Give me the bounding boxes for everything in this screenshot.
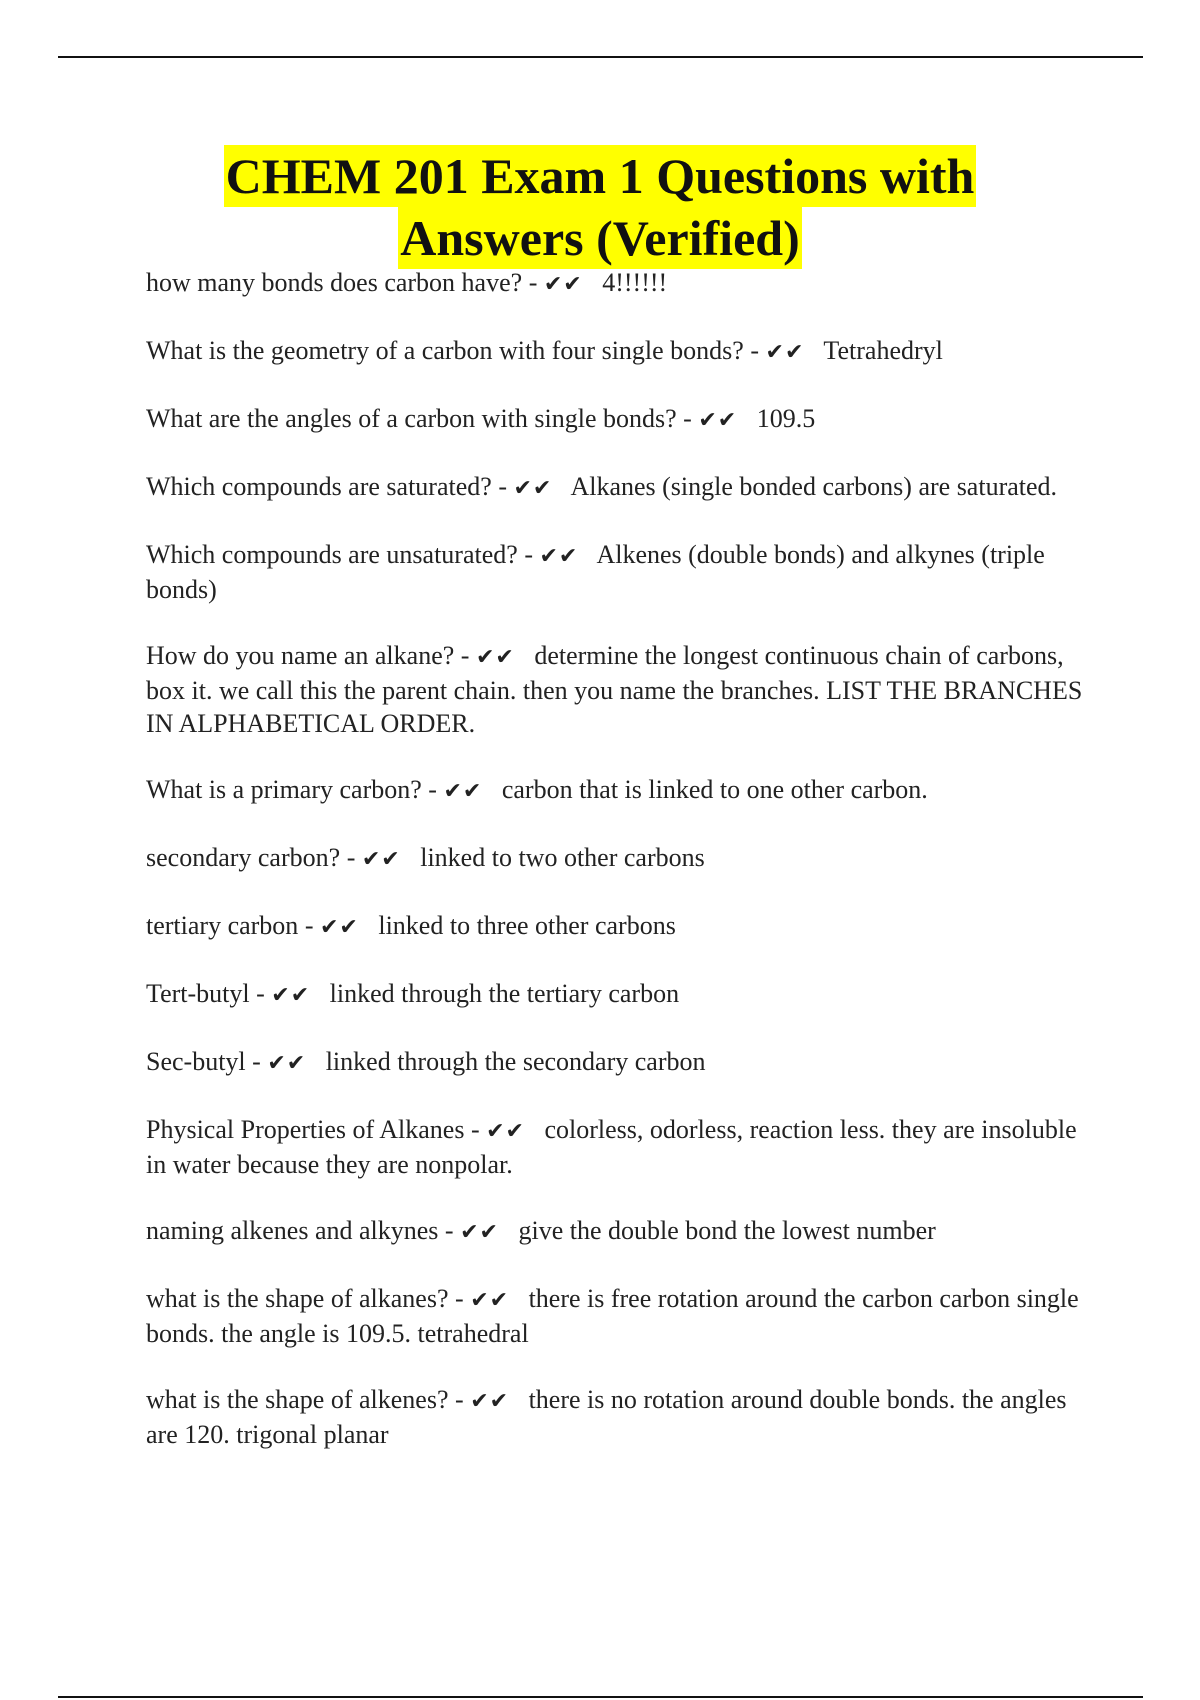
answer-text: linked to three other carbons [378, 911, 676, 940]
qa-item [146, 841, 1096, 876]
separator-dash: - [676, 404, 699, 433]
separator-dash: - [245, 1047, 268, 1076]
answer-text: 4!!!!!! [602, 268, 668, 297]
title-line-2: Answers (Verified) [398, 207, 801, 269]
double-check-icon: ✔✔ [319, 915, 359, 940]
question-text: how many bonds does carbon have? [146, 268, 523, 297]
question-text: What is the geometry of a carbon with four single bonds? [146, 336, 744, 365]
separator-dash: - [464, 1115, 487, 1144]
answer-text: give the double bond the lowest number [518, 1216, 936, 1245]
qa-item [146, 639, 1096, 740]
answer-text: linked to two other carbons [420, 843, 705, 872]
qa-item [146, 1383, 1096, 1451]
question-text: secondary carbon? [146, 843, 341, 872]
qa-item [146, 266, 1096, 301]
separator-dash: - [491, 472, 514, 501]
double-check-icon: ✔✔ [267, 1051, 307, 1076]
answer-gap [515, 641, 535, 670]
double-check-icon: ✔✔ [361, 847, 401, 872]
question-text: Which compounds are saturated? [146, 472, 492, 501]
answer-gap [578, 540, 596, 569]
answer-text: linked through the tertiary carbon [329, 979, 680, 1008]
double-check-icon: ✔✔ [470, 1288, 510, 1313]
answer-text: there is free rotation around the carbon carbon single bonds. the angle is 109.5. tetrahedral [146, 1284, 1079, 1348]
question-text: naming alkenes and alkynes [146, 1216, 439, 1245]
answer-text: 109.5 [756, 404, 816, 433]
answer-text: Tetrahedryl [823, 336, 943, 365]
qa-item [146, 1214, 1096, 1249]
answer-gap [509, 1284, 529, 1313]
answer-text: Alkenes (double bonds) and alkynes (triple bonds) [146, 540, 1045, 604]
answer-gap [552, 472, 570, 501]
double-check-icon: ✔✔ [443, 779, 483, 804]
qa-item [146, 470, 1096, 505]
separator-dash: - [249, 979, 272, 1008]
question-text: How do you name an alkane? [146, 641, 455, 670]
qa-item [146, 1113, 1096, 1181]
qa-item [146, 538, 1096, 606]
separator-dash: - [298, 911, 320, 940]
double-check-icon: ✔✔ [460, 1220, 499, 1245]
question-text: Sec-butyl [146, 1047, 246, 1076]
double-check-icon: ✔✔ [543, 272, 583, 297]
qa-item [146, 1045, 1096, 1080]
separator-dash: - [517, 540, 540, 569]
double-check-icon: ✔✔ [475, 645, 515, 670]
question-text: What is a primary carbon? [146, 775, 422, 804]
separator-dash: - [522, 268, 544, 297]
double-check-icon: ✔✔ [765, 340, 805, 365]
answer-gap [359, 911, 379, 940]
question-text: what is the shape of alkanes? [146, 1284, 449, 1313]
separator-dash: - [743, 336, 766, 365]
separator-dash: - [340, 843, 362, 872]
question-text: Physical Properties of Alkanes [146, 1115, 465, 1144]
question-text: What are the angles of a carbon with single bonds? [146, 404, 677, 433]
answer-text: linked through the secondary carbon [325, 1047, 706, 1076]
question-text: Tert-butyl [146, 979, 250, 1008]
separator-dash: - [438, 1216, 461, 1245]
page-title [0, 145, 1200, 269]
double-check-icon: ✔✔ [539, 544, 579, 569]
question-text: tertiary carbon [146, 911, 299, 940]
answer-gap [499, 1216, 519, 1245]
answer-gap [509, 1385, 529, 1414]
qa-item [146, 909, 1096, 944]
qa-item [146, 1282, 1096, 1350]
top-rule [58, 56, 1143, 58]
double-check-icon: ✔✔ [486, 1119, 525, 1144]
answer-gap [482, 775, 502, 804]
answer-gap [310, 979, 330, 1008]
qa-item [146, 977, 1096, 1012]
answer-gap [401, 843, 421, 872]
question-text: Which compounds are unsaturated? [146, 540, 518, 569]
double-check-icon: ✔✔ [513, 476, 553, 501]
qa-item [146, 334, 1096, 369]
answer-text: carbon that is linked to one other carbon. [501, 775, 928, 804]
answer-text: determine the longest continuous chain of carbons, box it. we call this the parent chain. then you name the branches. LIST THE BRANCHES IN ALPHABETICAL ORDER. [146, 641, 1083, 738]
answer-gap [804, 336, 823, 365]
answer-gap [583, 268, 603, 297]
title-line-1: CHEM 201 Exam 1 Questions with [224, 145, 977, 207]
qa-list [146, 266, 1096, 1484]
separator-dash: - [448, 1284, 471, 1313]
separator-dash: - [448, 1385, 471, 1414]
answer-text: colorless, odorless, reaction less. they are insoluble in water because they are nonpolar. [146, 1115, 1077, 1179]
double-check-icon: ✔✔ [698, 408, 738, 433]
qa-item [146, 773, 1096, 808]
answer-gap [306, 1047, 326, 1076]
double-check-icon: ✔✔ [271, 983, 311, 1008]
answer-text: Alkanes (single bonded carbons) are saturated. [570, 472, 1058, 501]
answer-text: there is no rotation around double bonds. the angles are 120. trigonal planar [146, 1385, 1067, 1449]
separator-dash: - [421, 775, 444, 804]
bottom-rule [58, 1696, 1143, 1698]
answer-gap [525, 1115, 545, 1144]
answer-gap [737, 404, 757, 433]
qa-item [146, 402, 1096, 437]
question-text: what is the shape of alkenes? [146, 1385, 449, 1414]
separator-dash: - [454, 641, 476, 670]
double-check-icon: ✔✔ [470, 1389, 510, 1414]
